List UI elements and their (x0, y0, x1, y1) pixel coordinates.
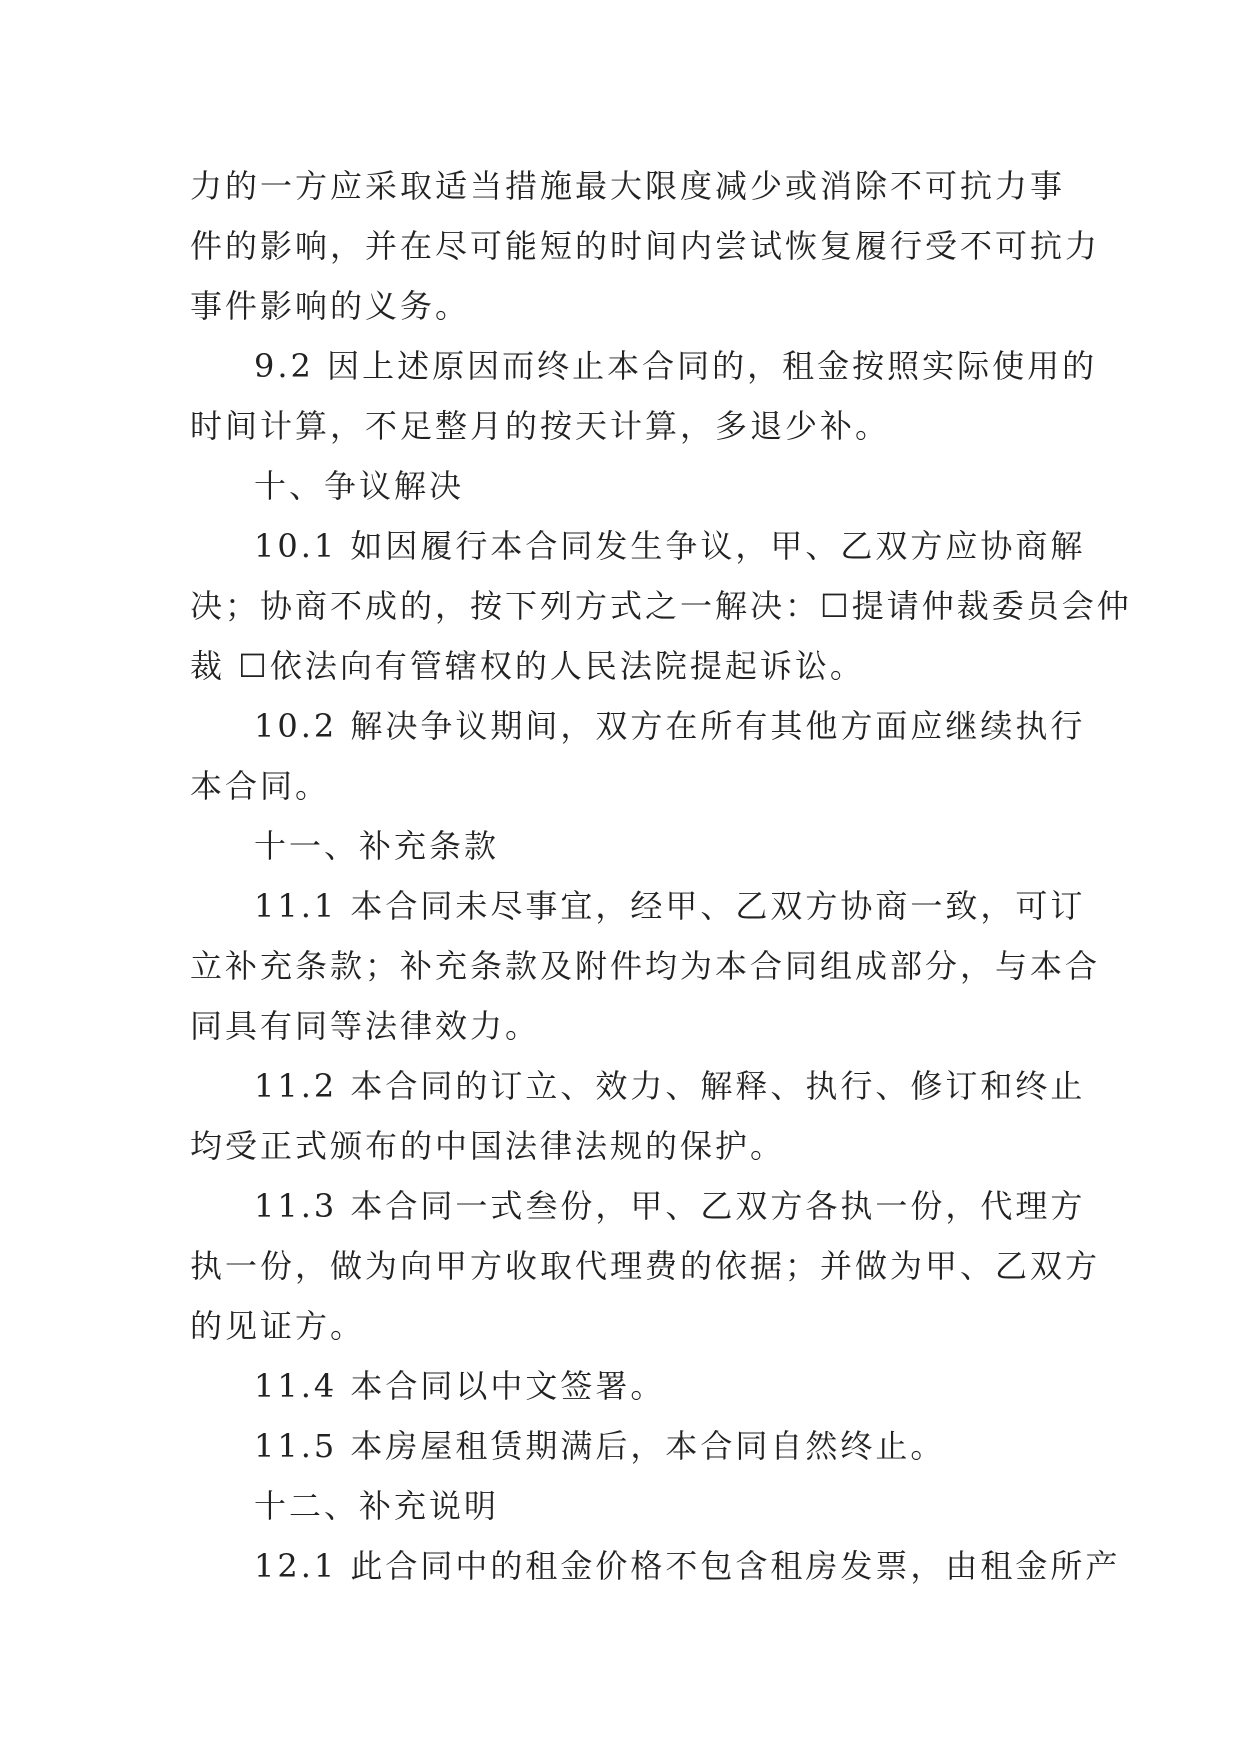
clause-11-2: 11.2 本合同的订立、效力、解释、执行、修订和终止 (254, 1067, 1086, 1105)
text-line: 同具有同等法律效力。 (190, 1007, 541, 1045)
clause-10-2: 10.2 解决争议期间，双方在所有其他方面应继续执行 (254, 707, 1086, 745)
text-line: 的见证方。 (190, 1307, 366, 1345)
section-heading-dispute: 十、争议解决 (254, 467, 465, 505)
clause-11-4: 11.4 本合同以中文签署。 (254, 1367, 666, 1405)
text-line: 本合同。 (190, 767, 331, 805)
section-heading-supplementary-terms: 十一、补充条款 (254, 827, 500, 865)
clause-11-5: 11.5 本房屋租赁期满后，本合同自然终止。 (254, 1427, 946, 1465)
text-line: 裁 ☐依法向有管辖权的人民法院提起诉讼。 (190, 647, 865, 685)
clause-11-1: 11.1 本合同未尽事宜，经甲、乙双方协商一致，可订 (254, 887, 1086, 925)
clause-11-3: 11.3 本合同一式叁份，甲、乙双方各执一份，代理方 (254, 1187, 1086, 1225)
text-line: 力的一方应采取适当措施最大限度减少或消除不可抗力事 (190, 167, 1066, 205)
text-line: 决；协商不成的，按下列方式之一解决：☐提请仲裁委员会仲 (190, 587, 1132, 625)
clause-10-1: 10.1 如因履行本合同发生争议，甲、乙双方应协商解 (254, 527, 1086, 565)
text-line: 执一份，做为向甲方收取代理费的依据；并做为甲、乙双方 (190, 1247, 1101, 1285)
text-line: 立补充条款；补充条款及附件均为本合同组成部分，与本合 (190, 947, 1101, 985)
section-heading-supplementary-notes: 十二、补充说明 (254, 1487, 500, 1525)
clause-9-2: 9.2 因上述原因而终止本合同的，租金按照实际使用的 (254, 347, 1098, 385)
text-line: 件的影响，并在尽可能短的时间内尝试恢复履行受不可抗力 (190, 227, 1101, 265)
text-line: 事件影响的义务。 (190, 287, 471, 325)
text-line: 时间计算，不足整月的按天计算，多退少补。 (190, 407, 891, 445)
clause-12-1: 12.1 此合同中的租金价格不包含租房发票，由租金所产 (254, 1547, 1121, 1585)
text-line: 均受正式颁布的中国法律法规的保护。 (190, 1127, 786, 1165)
